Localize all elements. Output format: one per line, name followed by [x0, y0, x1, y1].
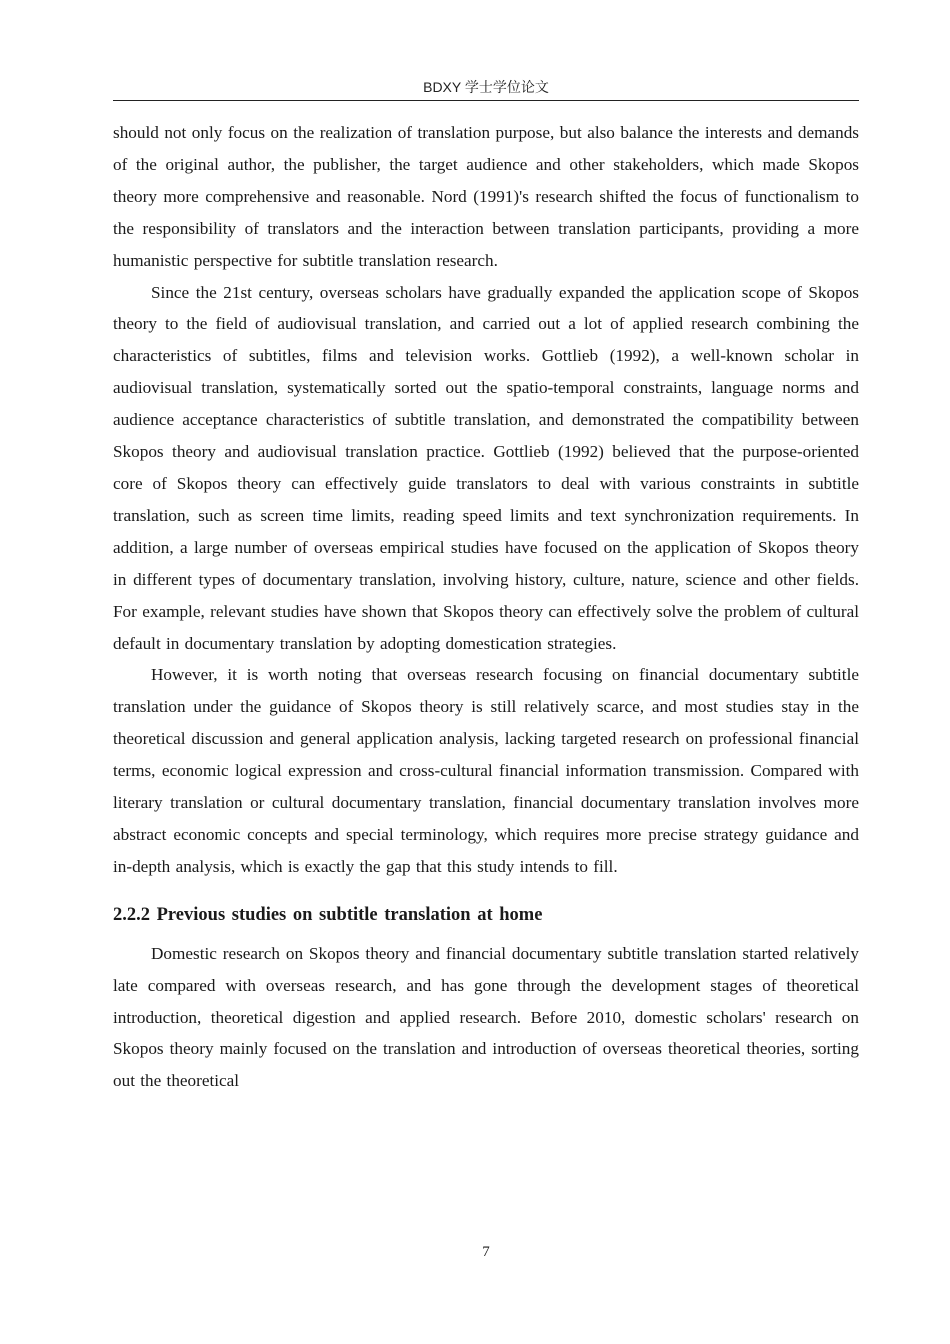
page-body	[113, 117, 859, 1097]
page-number: 7	[482, 1244, 490, 1260]
page-header: BDXY 学士学位论文	[423, 79, 549, 95]
body-paragraph-3: However, it is worth noting that overseas research focusing on financial documentary subtitle translation under the guidance of Skopos theory is still relatively scarce, and most studies stay in the theoretical discussion and general application analysis, lacking targeted research on professional financial terms, economic logical expression and cross-cultural financial information transmission. Compared with literary translation or cultural documentary translation, financial documentary translation involves more abstract economic concepts and special terminology, which requires more precise strategy guidance and in-depth analysis, which is exactly the gap that this study intends to fill.	[113, 665, 859, 876]
section-heading: 2.2.2 Previous studies on subtitle translation at home	[113, 904, 543, 925]
section-paragraph-1: Domestic research on Skopos theory and financial documentary subtitle translation started relatively late compared with overseas research, and has gone through the development stages of theoretical introduction, theoretical digestion and applied research. Before 2010, domestic scholars' research on Skopos theory mainly focused on the translation and introduction of overseas theoretical theories, sorting out the theoretical	[113, 943, 859, 1091]
body-paragraph-1: should not only focus on the realization of translation purpose, but also balance the interests and demands of the original author, the publisher, the target audience and other stakeholders, which made Skopos theory more comprehensive and reasonable. Nord (1991)'s research shifted the focus of functionalism to the responsibility of translators and the interaction between translation participants, providing a more humanistic perspective for subtitle translation research.	[113, 123, 859, 270]
header-divider	[113, 100, 859, 101]
body-paragraph-2: Since the 21st century, overseas scholars have gradually expanded the application scope of Skopos theory to the field of audiovisual translation, and carried out a lot of applied research combining the characteristics of subtitles, films and television works. Gottlieb (1992), a well-known scholar in audiovisual translation, systematically sorted out the spatio-temporal constraints, language norms and audience acceptance characteristics of subtitle translation, and demonstrated the compatibility between Skopos theory and audiovisual translation practice. Gottlieb (1992) believed that the purpose-oriented core of Skopos theory can effectively guide translators to deal with various constraints in subtitle translation, such as screen time limits, reading speed limits and text synchronization requirements. In addition, a large number of overseas empirical studies have focused on the application of Skopos theory in different types of documentary translation, involving history, culture, nature, science and other fields. For example, relevant studies have shown that Skopos theory can effectively solve the problem of cultural default in documentary translation by adopting domestication strategies.	[113, 282, 859, 653]
